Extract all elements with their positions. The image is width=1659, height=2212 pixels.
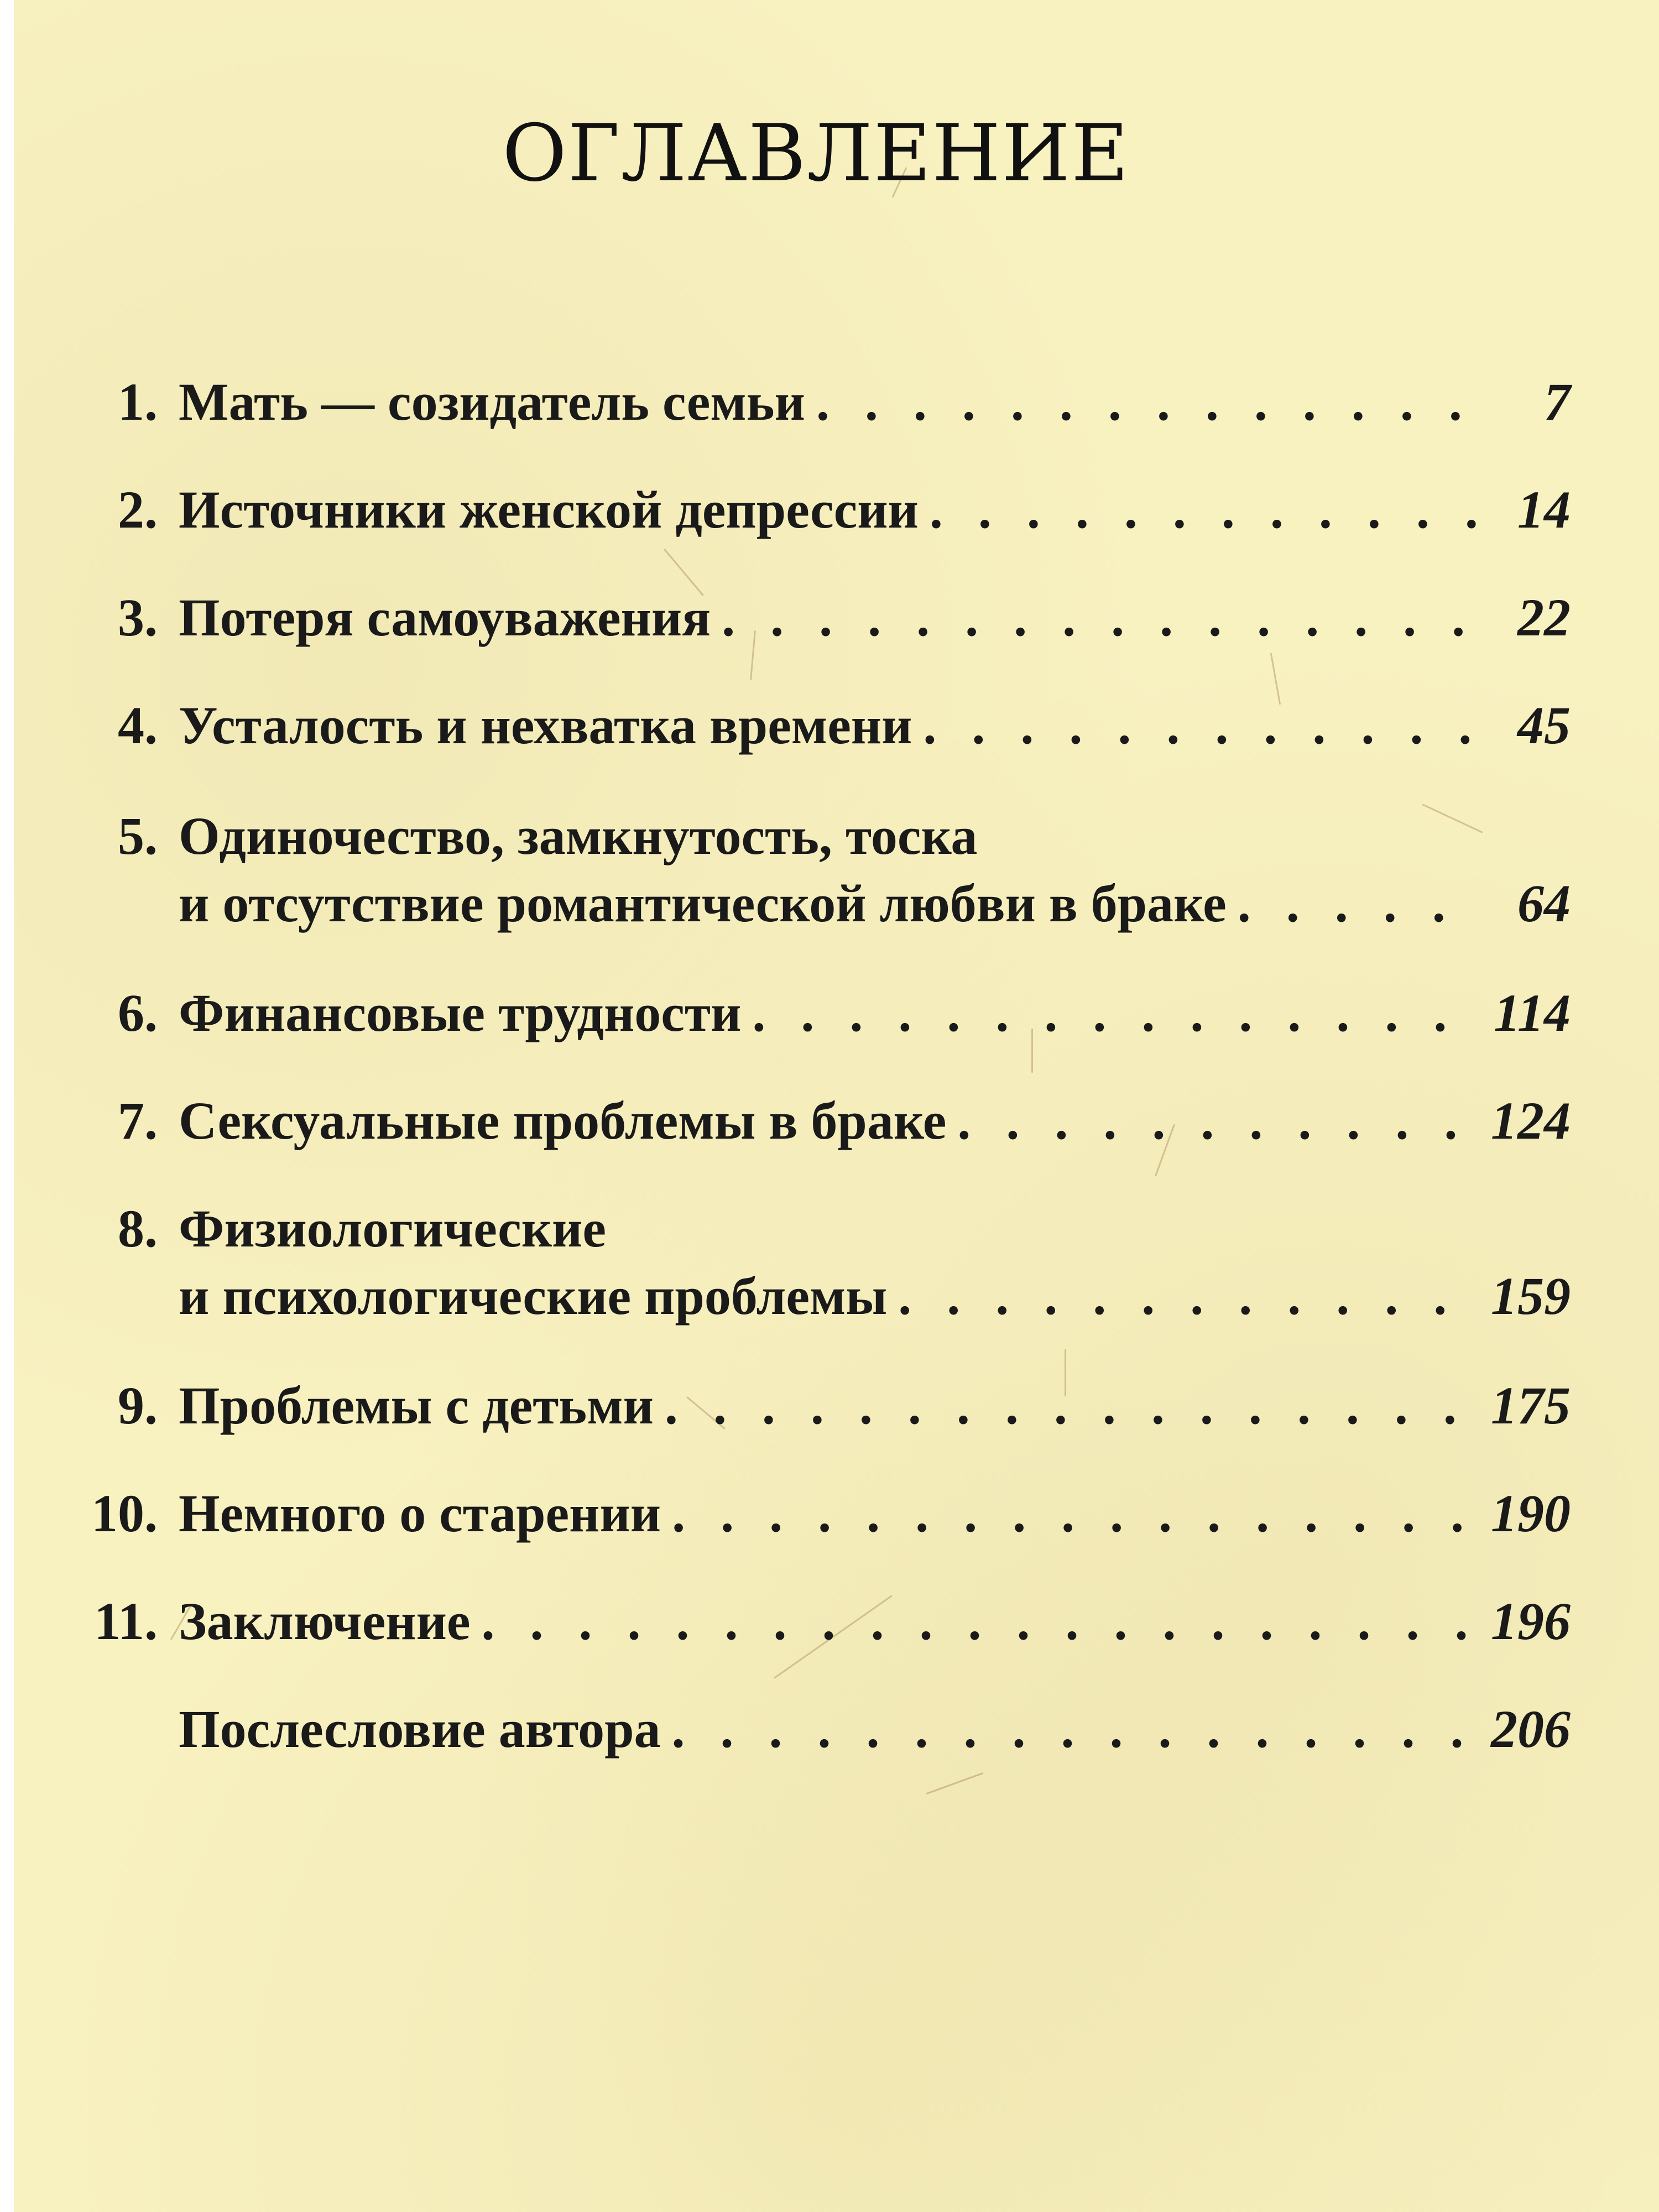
entry-page-number: 22 [1517, 588, 1571, 647]
entry-title-line: Мать — созидатель семьи [179, 372, 805, 431]
entry-page-number: 175 [1491, 1376, 1571, 1435]
entry-number: 4. [118, 696, 158, 755]
entry-title-line: и отсутствие романтической любви в браке [179, 874, 1227, 933]
entry-title-line: Послесловие автора [179, 1699, 661, 1759]
entry-title-line: Заключение [179, 1592, 471, 1651]
entry-page-number: 45 [1517, 696, 1571, 755]
dot-leader [946, 1094, 1483, 1147]
entry-title [179, 1376, 1483, 1435]
dot-leader [1227, 877, 1483, 930]
toc-entry[interactable] [14, 1376, 1659, 1435]
entry-page-number: 159 [1491, 1266, 1571, 1326]
entry-number: 11. [94, 1592, 158, 1651]
page-title: ОГЛАВЛЕНИЕ [502, 108, 1130, 199]
entry-number: 2. [118, 480, 158, 539]
entry-title [179, 1699, 1483, 1759]
entry-title [179, 1592, 1483, 1651]
dot-leader [471, 1595, 1483, 1648]
entry-number: 8. [118, 1199, 158, 1258]
entry-page-number: 196 [1491, 1592, 1571, 1651]
entry-title [179, 1266, 1483, 1326]
entry-title-line: Проблемы с детьми [179, 1376, 654, 1435]
entry-title-line: Источники женской депрессии [179, 480, 919, 539]
entry-title [179, 1091, 1483, 1150]
entry-number: 9. [118, 1376, 158, 1435]
entry-page-number: 7 [1544, 372, 1571, 431]
entry-page-number: 206 [1491, 1699, 1571, 1759]
table-of-contents [14, 0, 1659, 2212]
entry-title [179, 588, 1483, 647]
entry-number: 5. [118, 806, 158, 865]
dot-leader [741, 987, 1483, 1040]
entry-number: 10. [91, 1484, 158, 1543]
entry-title [179, 983, 1483, 1042]
dot-leader [887, 1270, 1483, 1323]
entry-title [179, 874, 1483, 933]
entry-title-line: Сексуальные проблемы в браке [179, 1091, 947, 1150]
entry-title-line: Потеря самоуважения [179, 588, 711, 647]
entry-title-line: Одиночество, замкнутость, тоска [179, 806, 978, 865]
toc-entry[interactable] [14, 1484, 1659, 1543]
entry-title-line: и психологические проблемы [179, 1266, 888, 1326]
toc-entry[interactable] [14, 1091, 1659, 1150]
entry-title-line: Немного о старении [179, 1484, 661, 1543]
entry-page-number: 190 [1491, 1484, 1571, 1543]
entry-title [179, 480, 1483, 539]
dot-leader [805, 375, 1483, 429]
entry-title [179, 372, 1483, 431]
entry-page-number: 64 [1517, 874, 1571, 933]
entry-title-line: Физиологические [179, 1199, 606, 1258]
entry-title-line: Усталость и нехватка времени [179, 696, 912, 755]
entry-number: 7. [118, 1091, 158, 1150]
entry-page-number: 14 [1517, 480, 1571, 539]
book-page [14, 0, 1659, 2212]
toc-entry[interactable] [14, 1199, 1659, 1326]
entry-title [179, 696, 1483, 755]
toc-entry[interactable] [14, 480, 1659, 539]
entry-number: 3. [118, 588, 158, 647]
entry-title [179, 1484, 1483, 1543]
entry-number: 6. [118, 983, 158, 1042]
entry-title-line: Финансовые трудности [179, 983, 742, 1042]
entry-page-number: 124 [1491, 1091, 1571, 1150]
entry-number: 1. [118, 372, 158, 431]
dot-leader [661, 1487, 1483, 1540]
toc-entry[interactable] [14, 588, 1659, 647]
dot-leader [919, 483, 1483, 536]
dot-leader [654, 1379, 1483, 1432]
dot-leader [711, 591, 1483, 644]
toc-entry[interactable] [14, 696, 1659, 755]
entry-page-number: 114 [1494, 983, 1571, 1042]
dot-leader [661, 1703, 1484, 1756]
dot-leader [912, 699, 1483, 752]
